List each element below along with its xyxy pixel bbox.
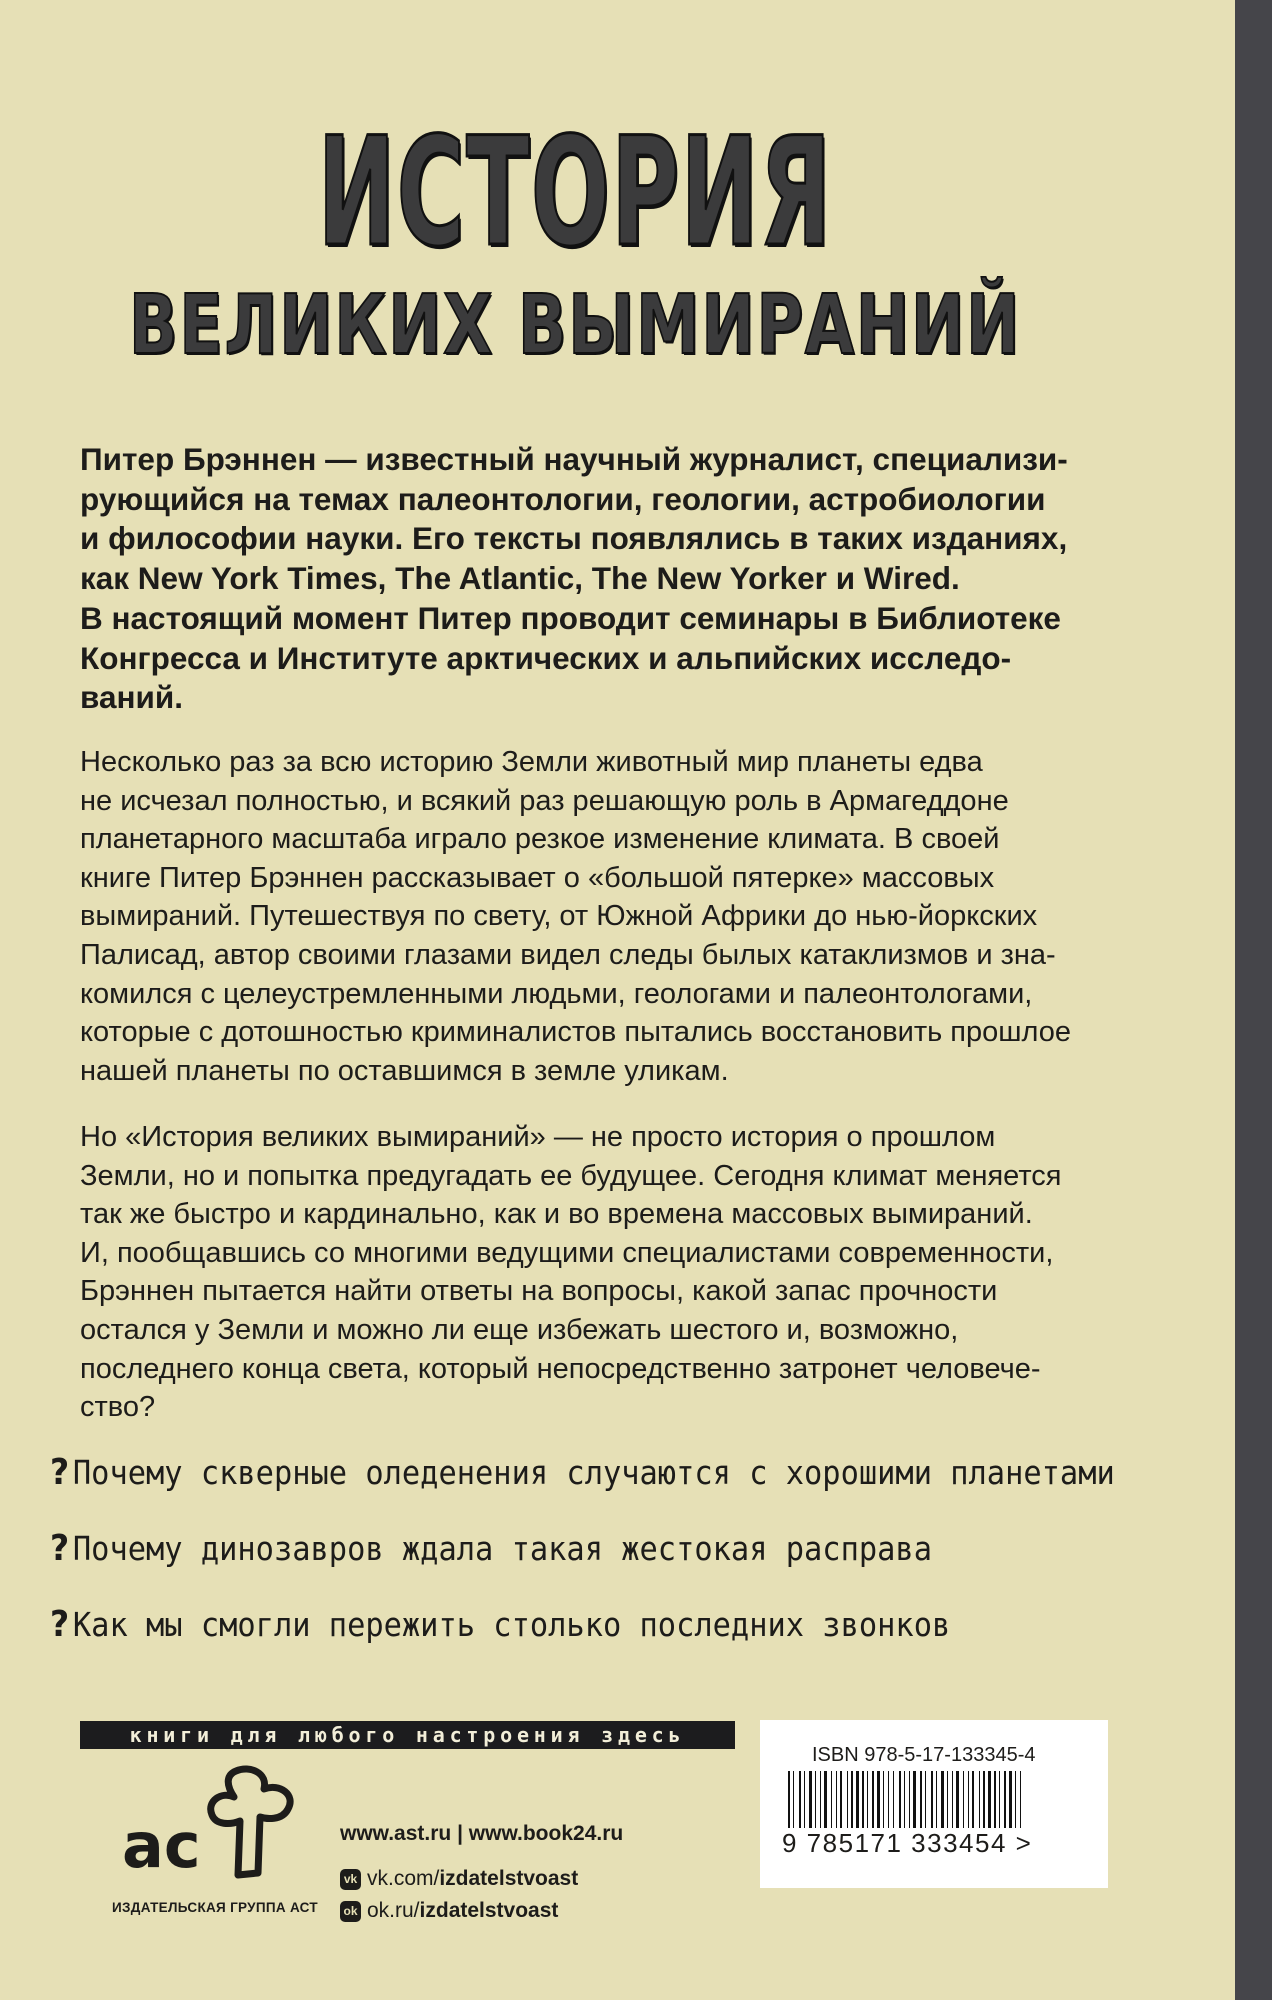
- question-text: Почему скверные оледенения случаются с хорошими планетами: [72, 1453, 1115, 1492]
- description-line: Брэннен пытается найти ответы на вопросы, какой запас прочности: [80, 1275, 998, 1308]
- description-line: которые с дотошностью криминалистов пытались восстановить прошлое: [80, 1016, 1072, 1049]
- description-line: книге Питер Брэннен рассказывает о «большой пятерке» массовых: [80, 861, 995, 894]
- book-subtitle: ВЕЛИКИХ ВЫМИРАНИЙ: [128, 278, 1022, 373]
- book-spine-edge: [1235, 0, 1272, 2000]
- description-line: Несколько раз за всю историю Земли животный мир планеты едва: [80, 746, 983, 778]
- description-line: остался у Земли и можно ли еще избежать шестого и, возможно,: [80, 1313, 959, 1346]
- vk-link-name: izdatelstvoast: [439, 1867, 579, 1890]
- publisher-links: [340, 1822, 623, 1927]
- question-mark-icon: ?: [50, 1452, 70, 1493]
- description-paragraph-1: [80, 743, 1125, 1090]
- barcode-number: 9 785171 333454 >: [782, 1828, 1033, 1858]
- description-line: Но «История великих вымираний» — не просто история о прошлом: [80, 1121, 996, 1153]
- ok-link-name: izdatelstvoast: [419, 1899, 559, 1922]
- ast-logo-icon: [118, 1763, 298, 1881]
- vk-link-prefix: vk.com/: [367, 1867, 440, 1890]
- description-line: последнего конца света, который непосредственно затронет человече-: [80, 1352, 1041, 1385]
- publisher-name: ИЗДАТЕЛЬСКАЯ ГРУППА АСТ: [112, 1900, 318, 1915]
- question-item: [50, 1525, 1108, 1573]
- author-bio-line: В настоящий момент Питер проводит семинары в Библиотеке: [80, 599, 1061, 636]
- question-text: Почему динозавров ждала такая жестокая расправа: [72, 1529, 932, 1568]
- author-bio-line: ваний.: [80, 679, 183, 716]
- question-item: [50, 1601, 1108, 1649]
- description-paragraph-2: [80, 1118, 1125, 1427]
- question-mark-icon: ?: [50, 1604, 70, 1645]
- description-line: не исчезал полностью, и всякий раз решающую роль в Армагеддоне: [80, 784, 1009, 817]
- question-mark-icon: ?: [50, 1528, 70, 1569]
- vk-icon: vk: [340, 1869, 361, 1890]
- description-line: так же быстро и кардинально, как и во времена массовых вымираний.: [80, 1198, 1033, 1231]
- author-bio-line: Питер Брэннен — известный научный журналист, специализи-: [80, 441, 1068, 477]
- author-bio: [80, 440, 1125, 718]
- logo-text: ас: [122, 1809, 201, 1881]
- author-bio-line: как New York Times, The Atlantic, The New Yorker и Wired.: [80, 560, 960, 597]
- question-text: Как мы смогли пережить столько последних звонков: [72, 1605, 951, 1644]
- author-bio-line: и философии науки. Его тексты появлялись в таких изданиях,: [80, 520, 1068, 557]
- description-line: вымираний. Путешествуя по свету, от Южной Африки до нью-йоркских: [80, 900, 1038, 933]
- website-links[interactable]: www.ast.ru | www.book24.ru: [340, 1822, 624, 1845]
- description-line: Палисад, автор своими глазами видел следы былых катаклизмов и зна-: [80, 938, 1056, 971]
- author-bio-line: Конгресса и Институте арктических и альпийских исследо-: [80, 639, 1012, 676]
- description-line: И, пообщавшись со многими ведущими специалистами современности,: [80, 1236, 1054, 1269]
- ok-link[interactable]: [340, 1895, 623, 1927]
- description-line: Земли, но и попытка предугадать ее будущее. Сегодня климат меняется: [80, 1159, 1062, 1192]
- tagline-banner: книги для любого настроения здесь: [80, 1721, 735, 1749]
- description-line: планетарного масштаба играло резкое изменение климата. В своей: [80, 823, 1000, 856]
- question-item: [50, 1449, 1115, 1497]
- vk-link[interactable]: [340, 1863, 623, 1895]
- barcode-panel: [760, 1720, 1108, 1888]
- book-title: ИСТОРИЯ: [317, 106, 833, 280]
- description-line: комился с целеустремленными людьми, геологами и палеонтологами,: [80, 977, 1033, 1010]
- ok-icon: ok: [340, 1901, 361, 1922]
- description-line: ство?: [80, 1391, 156, 1424]
- author-bio-line: рующийся на темах палеонтологии, геологии, астробиологии: [80, 480, 1046, 517]
- ok-link-prefix: ok.ru/: [367, 1899, 420, 1922]
- isbn-label: ISBN 978-5-17-133345-4: [812, 1744, 1036, 1766]
- description-line: нашей планеты по оставшимся в земле уликам.: [80, 1054, 729, 1087]
